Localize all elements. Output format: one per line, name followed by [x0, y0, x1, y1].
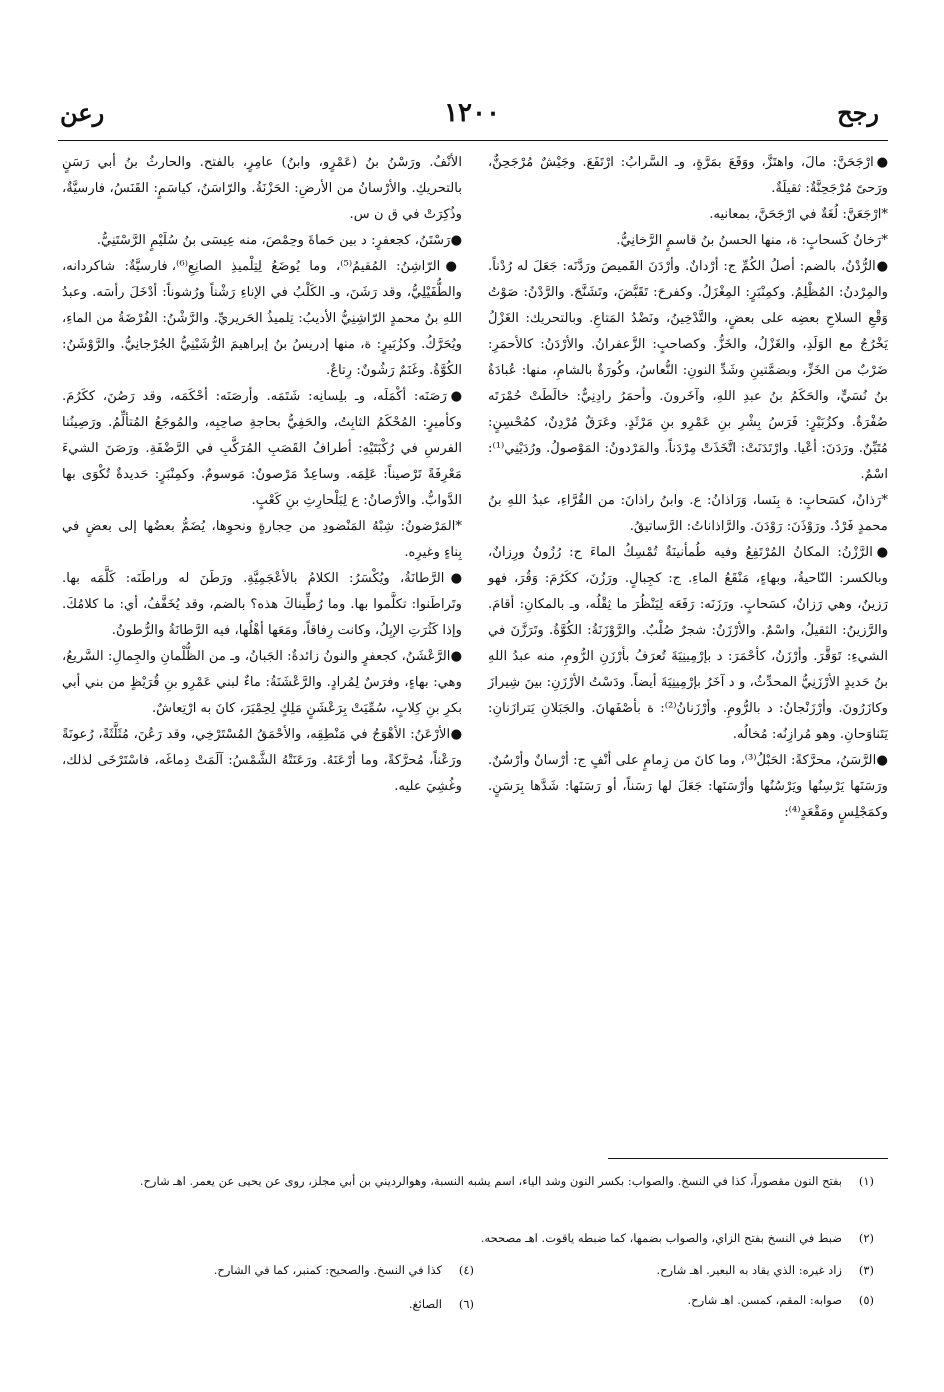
footnote	[544, 1260, 874, 1280]
page-number: ١٢٠٠	[444, 98, 500, 128]
footnote-rule	[608, 1158, 888, 1159]
footnote-number: (٣)	[858, 1263, 874, 1277]
footnote-text: صوابه: المقم، كمسن. اهـ شارح.	[687, 1293, 842, 1307]
footnote-text: كذا في النسخ. والصحيح: كمنبر، كما في الشارح.	[213, 1263, 442, 1277]
footnote	[144, 1294, 474, 1314]
footnote	[64, 1228, 874, 1248]
footnote-text: زاد غيره: الذي يقاد به البعير. اهـ شارح.	[656, 1263, 842, 1277]
footnote-text: بفتح النون مقصوراً، كذا في النسخ. والصواب: بكسر النون وشد الياء، اسم يشبه النسبة، وهوالرديني بن أبي مجلز، روى عن يحيى عن يعمر. اهـ شارح.	[139, 1174, 842, 1188]
footnote-text: ضبط في النسخ بفتح الزاي، والصواب بضمها، كما ضبطه ياقوت. اهـ مصححه.	[480, 1231, 842, 1245]
entry-paragraph: *رَذانُ، كسَحابٍ: ة بِنَسا، وَرَاذانُ: ع. وابنُ راذانَ: من القُرَّاءِ، عبدُ اللهِ بنُ محمدٍ فَرْدٌ. ورَوْذَنَ: رَوْدَنَ. والرَّاذاناتُ: الرَّساتيقُ.	[488, 493, 888, 534]
entry-paragraph: ●الرَّزْنُ: المكانُ المُرْتَفِعُ وفيه طُمأنينَةٌ تُمْسِكُ الماءَ ج: رُزُونٌ ورِزانٌ، وبالكسر: النّاحيةُ، وبهاءٍ، مَنْقَعُ الماءِ. ج: كجِبالٍ. ورَزُنَ، ككَرُمَ: وَقُرَ، فهو رَزينٌ، وهي رَزانٌ، كسَحابٍ. ورَزَنَه: رَفَعَه لِيَنْظُرَ ما ثِقْلُه، وـ بالمكانِ: أقامَ. والرَّزينُ: الثقيلُ، واسْمٌ. والأرْزَنُ: شجرٌ صُلْبٌ. والرَّوْزَنَةُ: الكُوَّةُ. وتَرَزَّنَ في الشيءِ: تَوَقَّرَ. وأرْزَنُ، كأحْمَرَ: د بإرْمِينِيَةَ تُعرَفُ بأرْزَنِ الرُّومِ، منه عبدُ اللهِ بنُ حَديدٍ الأرْزَنِيُّ المحدِّثُ، و د آخَرُ بإرْمِينِيَةَ أيضاً. ودَسْتُ الأرْزَنِ: بينَ شِيرازَ وكازَرُونَ. وأرْزَنْجانُ: د بالرُّومِ. وأرْزَنانُ⁽²⁾: ة بأصْفَهانَ. والجَبَلانِ يَترازَنانِ: يَتَناوَحانِ. وهو مُرازِنُه: مُخالُه.	[488, 545, 888, 742]
entry-paragraph: *ارْجَعَنَّ: لُغَةٌ في ارْجَحَنَّ، بمعانيه.	[709, 207, 888, 222]
entry-paragraph: ●الرّاشِنُ: المُقيمُ⁽⁵⁾، وما يُوضَعُ لِتِلْميذِ الصانِعِ⁽⁶⁾، فارسيَّةٌ: شاكردانه، والطُّفَيْلِيُّ، وقد رَشَنَ، وـ الكَلْبُ في الإناءِ رَشْناً ورُشوناً: أدْخَلَ رأسَه. وعبدُ اللهِ بنُ محمدٍ الرّاشِنِيُّ الأديبُ: تِلميذُ الحَريريِّ. والرَّشْنُ: الفُرْضَةُ من الماءِ، ويُحَرَّكُ. وكزُبَيرٍ: ة، منها إدريسُ بنُ إبراهيمَ الرُّشَيْنِيُّ الجُرْجانِيُّ. والرَّوْشَنُ: الكُوَّةُ. وغَنَمٌ رَشُونٌ: رِتاعٌ.	[62, 259, 462, 378]
entry-paragraph: ●الأرْعَنُ: الأهْوَجُ في مَنْطِقِه، والأحْمَقُ المُسْتَرْخِي، وقد رَعُنَ، مُثَلَّثَةً، رُعونَةً ورَعْناً، مُحرَّكةً، وما أرْعَنَهُ. ورَعَنَتْهُ الشَّمْسُ: آلَمَتْ دِماغَه، فاسْتَرْخَى لذلك، وغُشِيَ عليه.	[62, 727, 462, 794]
entry-paragraph: الأنْفُ. ورَسْنُ بنُ (عَمْرٍو، وابنُ) عامِرٍ، بالفتح. والحارثُ بنُ أبي رَسَنٍ بالتحريكِ. والأرْسانُ من الأرضِ: الحَزْنَةُ. والرّاسَنُ، كياسَمٍ: القَنَسُ، فارسيَّةٌ، وذُكِرَتْ في ق ن س.	[62, 155, 462, 222]
entry-paragraph: ●الرَّعْشَنُ، كجعفرٍ والنونُ زائدةٌ: الجَبانُ، وـ من الظُّلْمانِ والجِمالِ: السَّريعُ، وهي: بهاءٍ، وفرَسٌ لِمُرادٍ. والرَّعْشَنَةُ: ماءٌ لبني عَمْرِو بنِ قُرَيْظٍ من بني أبي بكرِ بنِ كِلابٍ، سُمِّيَتْ بِرَعْشَنٍ مَلِكٍ لِحِمْيَرَ، كانَ به ارْتِعاشٌ.	[62, 649, 462, 716]
footnote-number: (١)	[858, 1174, 874, 1188]
footnote-number: (٦)	[458, 1297, 474, 1311]
footnote	[64, 1171, 874, 1191]
footnote-number: (٢)	[858, 1231, 874, 1245]
footnote-text: الصائغ.	[408, 1297, 442, 1311]
entry-paragraph: ●الرُّدْنُ، بالضم: أصلُ الكُمِّ ج: أرْدانٌ. وأرْدَنَ القَميصَ ورَدَّنَه: جَعَلَ له رُدْناً. والمِرْدنُ: المُظْلِمُ. وكمِنْبَرٍ: المِغْزَلُ. وكفرحَ: تَقَبَّضَ، وتَشَنَّجَ. والرَّدْنُ: صَوْتُ وَقْعِ السلاحِ بعضِه على بعضٍ، والتَّدْخِينُ، ونَضْدُ المَتاعِ. وبالتحريك: الغَزْلُ يَخْرُجُ مع الوَلَدِ، والغَزْلُ، والخَزُّ. وكصاحبٍ: الزَّعفرانُ. والأرْدَنُ: كالأحمَرِ: ضَرْبٌ من الخَزِّ، وبضمَّتينِ وشَدِّ النونِ: النُّعاسُ، وكُورَةٌ بالشامِ، منها: عُبادَةُ بنُ نُسَيٍّ، والحَكَمُ بنُ عبدِ اللهِ، وآخَرونَ. وأحمَرُ رادِنِيٌّ: خالَطَتْ حُمْرَتَه صُفْرَةٌ. وكزُبَيْرٍ: فَرَسُ بِشْرِ بنِ عَمْرِو بنِ مَرْثَدٍ. وعَرَقٌ مُرْدِنٌ، كمُحْسِنٍ: مُتَيِّنٌ. ورَدَنَ: أعْيا. وارْتَدَنَتْ: اتَّخَذَتْ مِرْدَناً. والمَرْدونُ: المَوْصولُ. ورُدَيْنِي⁽¹⁾: اسْمٌ.	[488, 259, 888, 482]
footnote-number: (٤)	[458, 1263, 474, 1277]
footnote	[544, 1290, 874, 1310]
entry-paragraph: *المَرْضونُ: شِبْهُ المَنْضودِ من حِجارةٍ ونحوِها، يُضَمُّ بعضُها إلى بعضٍ في بِناءٍ وغيرِه.	[62, 519, 462, 560]
running-head-right: رجح	[837, 98, 879, 127]
column-left	[62, 150, 462, 800]
entry-paragraph: ●ارْجَحَنَّ: مالَ، واهتَزَّ، ووَقَعَ بمَرَّةٍ، وـ السَّرابُ: ارْتَفَعَ. وجَيْشٌ مُرْجَحِنٌّ، ورَحىً مُرْجَحِنَّةٌ: ثقيلَةٌ.	[488, 155, 888, 196]
entry-paragraph: *رَخانُ كَسحابٍ: ة، منها الحسنُ بنُ قاسمٍ الرَّخانِيُّ.	[616, 233, 888, 248]
entry-paragraph: ●رَصَنَه: أكْمَلَه، وـ بلِسانِه: شَتَمَه. وأرصَنَه: أحْكَمَه، وقد رَصُنَ، ككَرُمَ. وكأميرٍ: المُحْكَمُ الثابِتُ، والحَفِيُّ بحاجةِ صاحِبِه، والمُوجَعُ المُتألِّمُ. ورَصِينُنا الفرسِ في رُكْبَتَيْهِ: أطرافُ القَصَبِ المُرَكَّبِ في الرَّضْفَةِ. ورَصَنَ الشيءَ مَعْرِفَةً تَرْصيناً: عَلِمَه. وساعِدٌ مَرْصونٌ: مَوسومٌ. وكمِنْبَرٍ: حَديدةٌ تُكْوَى بها الدَّوابُّ. والأرْصانُ: ع لِبَلْحارِثِ بنِ كَعْبٍ.	[62, 389, 462, 508]
running-head-left: رعن	[60, 98, 105, 127]
header-rule	[58, 140, 888, 141]
column-right	[488, 150, 888, 826]
entry-paragraph: ●رَسْتَنُ، كجعفرٍ: د بين حَماةَ وحِمْصَ، منه عِيسَى بنُ سُلَيْمٍ الرَّسْتَنِيُّ.	[96, 233, 462, 248]
entry-paragraph: ●الرَّطانَةُ، ويُكْسَرُ: الكلامُ بالأعْجَمِيَّةِ. ورَطَنَ له وراطَنَه: كَلَّمَه بها. وتَراطَنوا: تكلَّموا بها. وما رُطِّيناكَ هذه؟ بالضم، وقد يُخَفَّفُ، أي: ما كلامُكَ. وإذا كَثُرَتِ الإبِلُ، وكانت رِفاقاً، ومَعَها أهْلُها، فيه الرَّطانَةُ والرُّطونُ.	[62, 571, 462, 638]
footnote-number: (٥)	[858, 1293, 874, 1307]
footnote	[144, 1260, 474, 1280]
entry-paragraph: ●الرَّسَنُ، محرَّكةً: الحَبْلُ⁽³⁾، وما كانَ من زِمامٍ على أنْفٍ ج: أرْسانٌ وأرْسُنٌ. ورَسَنَها يَرْسِنُها ويَرْسُنُها وأرْسَنَها: جَعَلَ لها رَسَناً، أو رَسَنَها: شَدَّها بِرَسَنٍ. وكمَجْلِسٍ ومَقْعَدٍ⁽⁴⁾:	[488, 753, 888, 820]
